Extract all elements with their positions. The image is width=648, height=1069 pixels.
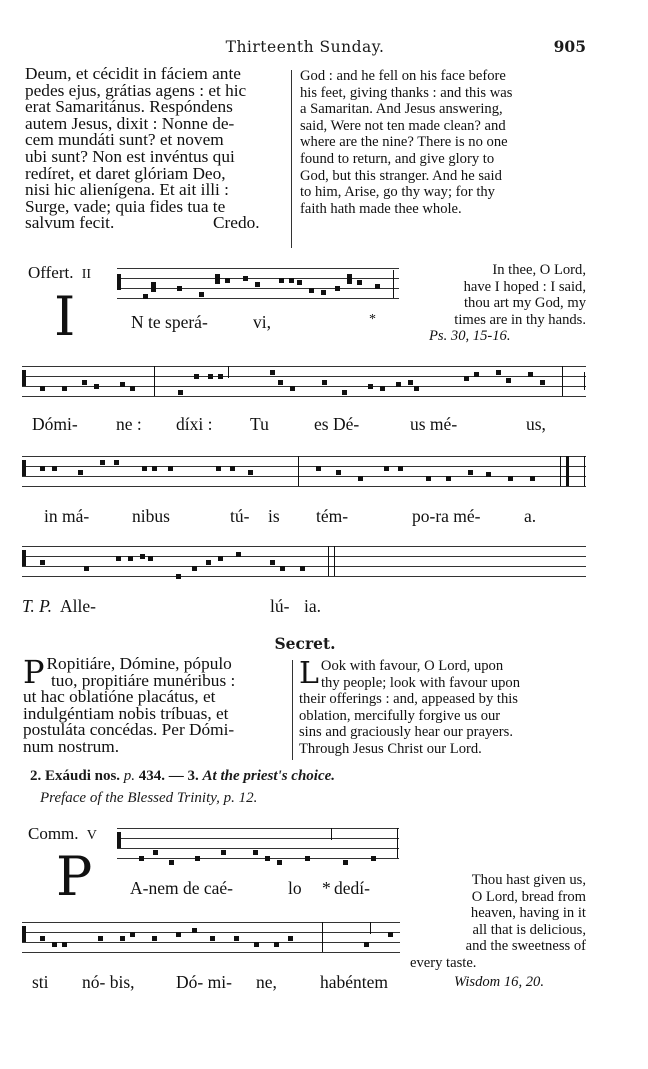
clef-icon	[117, 832, 121, 848]
clef-icon	[22, 460, 26, 476]
lyrics-line-2	[32, 414, 582, 436]
text-line: cem mundáti sunt? et novem	[25, 130, 224, 150]
neume	[142, 466, 147, 471]
neume	[100, 460, 105, 465]
neume	[496, 370, 501, 375]
communion-label-text: Comm.	[28, 824, 79, 843]
neume	[78, 470, 83, 475]
neume	[464, 376, 469, 381]
secret-latin-initial: P	[23, 653, 45, 691]
lyrics-line-4	[22, 596, 422, 618]
lyric-syllable: ia.	[304, 596, 322, 616]
text-line: found to return, and give glory to	[300, 150, 495, 167]
offertory-english	[411, 262, 586, 345]
text-line: have I hoped : I said,	[463, 278, 586, 295]
rubric-line-1	[30, 768, 335, 785]
lyric-syllable: A-nem de caé-	[130, 878, 233, 898]
clef-icon	[22, 926, 26, 942]
text-line: Ropitiáre, Dómine, pópulo	[46, 654, 232, 673]
neume	[225, 278, 230, 283]
neume	[114, 460, 119, 465]
neume	[62, 942, 67, 947]
neume	[139, 856, 144, 861]
rubric-text: 434. — 3.	[138, 768, 199, 784]
lyrics-line-5	[130, 878, 370, 899]
lyric-syllable: Tu	[250, 414, 269, 434]
text-line-end: salvum fecit.	[25, 213, 115, 233]
lyric-syllable: habéntem	[320, 972, 389, 992]
text-line: Through Jesus Christ our Lord.	[299, 740, 482, 757]
text-line: thy people; look with favour upon	[321, 674, 521, 691]
neume	[388, 932, 393, 937]
neume	[84, 566, 89, 571]
music-staff-5	[117, 828, 399, 862]
neume	[380, 386, 385, 391]
asterisk-mark: *	[322, 878, 331, 898]
neume	[270, 560, 275, 565]
neume	[270, 370, 275, 375]
neume	[336, 470, 341, 475]
tempore-paschali-label: T. P.	[22, 596, 52, 616]
communion-mode: V	[86, 828, 97, 843]
neume	[506, 378, 511, 383]
neume	[357, 280, 362, 285]
lyrics-line-6	[32, 972, 412, 994]
text-line: faith hath made thee whole.	[300, 200, 462, 217]
lyric-syllable: Dómi-	[32, 414, 78, 434]
neume	[243, 276, 248, 281]
neume	[230, 466, 235, 471]
lyric-syllable: in má-	[44, 506, 90, 526]
neume	[253, 850, 258, 855]
neume	[52, 942, 57, 947]
text-line: tuo, propitiáre munéribus :	[51, 670, 236, 690]
neume	[177, 286, 182, 291]
music-staff-2	[22, 366, 586, 400]
secret-latin	[23, 653, 287, 756]
neume	[152, 466, 157, 471]
neume	[169, 860, 174, 865]
text-line: a Samaritan. And Jesus answering,	[300, 101, 503, 118]
neume	[265, 856, 270, 861]
neume	[148, 556, 153, 561]
lyrics-line-3	[44, 506, 584, 528]
text-line: redíret, et daret glóriam Deo,	[25, 163, 226, 183]
offertory-label	[28, 263, 91, 283]
neume	[280, 566, 285, 571]
neume	[408, 380, 413, 385]
neume	[195, 856, 200, 861]
text-line	[25, 215, 288, 232]
lyric-syllable: nibus	[132, 506, 170, 526]
lyrics-line-1	[131, 312, 376, 333]
neume	[199, 292, 204, 297]
text-line: sins and graciously hear our prayers.	[299, 724, 513, 741]
text-line: to him, Arise, go thy way; for thy	[300, 184, 495, 201]
lyric-syllable: us mé-	[410, 414, 458, 434]
neume	[194, 374, 199, 379]
neume	[215, 274, 220, 284]
gospel-english	[300, 68, 586, 217]
neume	[530, 476, 535, 481]
neume	[208, 374, 213, 379]
neume	[398, 466, 403, 471]
neume	[322, 380, 327, 385]
neume	[221, 850, 226, 855]
lyric-syllable: lo	[288, 878, 302, 898]
neume	[297, 280, 302, 285]
neume	[347, 274, 352, 284]
citation: Wisdom 16, 20.	[454, 973, 544, 990]
neume	[82, 380, 87, 385]
neume	[120, 382, 125, 387]
neume	[309, 288, 314, 293]
neume	[426, 476, 431, 481]
neume	[248, 470, 253, 475]
rubric-line-2: Preface of the Blessed Trinity, p. 12.	[40, 790, 258, 806]
credo-label: Credo.	[213, 213, 260, 233]
neume	[371, 856, 376, 861]
neume	[218, 374, 223, 379]
neume	[236, 552, 241, 557]
text-line: nisi hic alienígena. Et ait illi :	[25, 180, 229, 200]
neume	[368, 384, 373, 389]
neume	[375, 284, 380, 289]
lyric-syllable: vi,	[253, 312, 271, 332]
text-line: times are in thy hands.	[454, 311, 586, 328]
neume	[168, 466, 173, 471]
lyric-syllable: nó- bis,	[82, 972, 135, 992]
neume	[528, 372, 533, 377]
neume	[234, 936, 239, 941]
rubric-text: 2. Exáudi nos.	[30, 768, 121, 784]
neume	[300, 566, 305, 571]
lyric-syllable: Dó- mi-	[176, 972, 232, 992]
neume	[40, 466, 45, 471]
neume	[40, 560, 45, 565]
neume	[335, 286, 340, 291]
music-staff-4	[22, 546, 586, 580]
neume	[289, 278, 294, 283]
neume	[254, 942, 259, 947]
text-line: Surge, vade; quia fides tua te	[25, 196, 226, 216]
column-divider	[291, 70, 292, 248]
text-line: ubi sunt? Non est invéntus qui	[25, 146, 235, 166]
neume	[152, 936, 157, 941]
text-line: God : and he fell on his face before	[300, 68, 506, 84]
neume	[130, 386, 135, 391]
offertory-label-text: Offert.	[28, 263, 74, 282]
clef-icon	[22, 370, 26, 386]
text-line: postuláta concédas. Per Dómi-	[23, 720, 235, 740]
neume	[274, 942, 279, 947]
neume	[130, 932, 135, 937]
lyric-syllable: Alle-	[60, 596, 96, 616]
text-line: In thee, O Lord,	[492, 262, 586, 278]
page-number: 905	[553, 37, 586, 56]
text-line: pedes ejus, grátias agens : et hic	[25, 80, 247, 100]
neume	[62, 386, 67, 391]
text-line: God, but this stranger. And he said	[300, 167, 502, 184]
offertory-initial: I	[54, 285, 76, 348]
text-line: O Lord, bread from	[471, 888, 586, 905]
neume	[279, 278, 284, 283]
lyric-syllable: N te sperá-	[131, 312, 208, 332]
text-line: thou art my God, my	[463, 295, 586, 312]
neume	[288, 936, 293, 941]
secret-english	[299, 658, 586, 758]
music-staff-3	[22, 456, 586, 490]
lyric-syllable: sti	[32, 972, 49, 992]
clef-icon	[117, 274, 121, 290]
gospel-latin	[25, 66, 288, 232]
text-line: his feet, giving thanks : and this was	[300, 84, 513, 101]
text-line: their offerings : and, appeased by this	[299, 691, 518, 708]
text-line: ut hac oblatióne placátus, et	[23, 687, 216, 707]
lyric-syllable: is	[268, 506, 280, 526]
text-line: heaven, having in it	[470, 905, 586, 922]
offertory-mode: II	[81, 267, 92, 282]
neume	[342, 390, 347, 395]
neume	[218, 556, 223, 561]
neume	[278, 380, 283, 385]
communion-english	[410, 872, 586, 990]
neume	[192, 928, 197, 933]
text-line: erat Samaritánus. Respóndens	[25, 97, 233, 117]
neume	[321, 290, 326, 295]
text-line: all that is delicious,	[472, 921, 586, 938]
text-line: autem Jesus, dixit : Nonne de-	[25, 113, 235, 133]
lyric-syllable: díxi :	[176, 414, 213, 434]
neume	[153, 850, 158, 855]
text-line: Deum, et cécidit in fáciem ante	[25, 64, 241, 83]
neume	[255, 282, 260, 287]
text-line: Thou hast given us,	[471, 872, 586, 888]
text-line: indulgéntiam nobis tríbuas, et	[23, 703, 229, 723]
text-line: said, Were not ten made clean? and	[300, 117, 506, 134]
lyric-syllable: ne :	[116, 414, 142, 434]
text-line: num nostrum.	[23, 736, 120, 756]
neume	[396, 382, 401, 387]
neume	[176, 932, 181, 937]
music-staff-6	[22, 922, 400, 956]
neume	[486, 472, 491, 477]
neume	[364, 942, 369, 947]
neume	[98, 936, 103, 941]
rubric-text: At the priest's choice.	[202, 768, 336, 784]
neume	[508, 476, 513, 481]
neume	[94, 384, 99, 389]
column-divider	[292, 660, 293, 760]
lyric-syllable: tú-	[230, 506, 250, 526]
neume	[192, 566, 197, 571]
asterisk-mark: *	[369, 312, 376, 327]
neume	[216, 466, 221, 471]
lyric-syllable: dedí-	[334, 878, 370, 898]
text-line: every taste.	[410, 954, 477, 971]
running-header: Thirteenth Sunday.	[225, 38, 385, 56]
text-line: where are the nine? There is no one	[300, 134, 508, 151]
lyric-syllable: us,	[526, 414, 546, 434]
neume	[277, 860, 282, 865]
neume	[151, 282, 156, 292]
music-staff-1	[117, 268, 399, 302]
lyric-syllable: es Dé-	[314, 414, 360, 434]
neume	[290, 386, 295, 391]
neume	[116, 556, 121, 561]
rubric-text: p.	[123, 768, 136, 784]
neume	[343, 860, 348, 865]
neume	[140, 554, 145, 559]
communion-label	[28, 824, 97, 844]
neume	[178, 390, 183, 395]
neume	[316, 466, 321, 471]
neume	[210, 936, 215, 941]
secret-heading: Secret.	[274, 634, 336, 653]
communion-initial: P	[56, 845, 93, 908]
neume	[446, 476, 451, 481]
clef-icon	[22, 550, 26, 566]
neume	[384, 466, 389, 471]
neume	[40, 936, 45, 941]
text-line: Ook with favour, O Lord, upon	[320, 658, 504, 674]
neume	[143, 294, 148, 299]
lyric-syllable: tém-	[316, 506, 349, 526]
secret-english-initial: L	[299, 656, 319, 691]
neume	[474, 372, 479, 377]
neume	[358, 476, 363, 481]
neume	[206, 560, 211, 565]
citation: Ps. 30, 15-16.	[429, 328, 511, 345]
neume	[305, 856, 310, 861]
neume	[120, 936, 125, 941]
lyric-syllable: a.	[524, 506, 537, 526]
text-line: and the sweetness of	[465, 938, 586, 955]
neume	[40, 386, 45, 391]
neume	[52, 466, 57, 471]
lyric-syllable: po-ra mé-	[412, 506, 481, 526]
neume	[414, 386, 419, 391]
neume	[176, 574, 181, 579]
lyric-syllable: ne,	[256, 972, 277, 992]
neume	[128, 556, 133, 561]
text-line: oblation, mercifully forgive us our	[299, 707, 501, 724]
neume	[468, 470, 473, 475]
neume	[540, 380, 545, 385]
lyric-syllable: lú-	[270, 596, 290, 616]
